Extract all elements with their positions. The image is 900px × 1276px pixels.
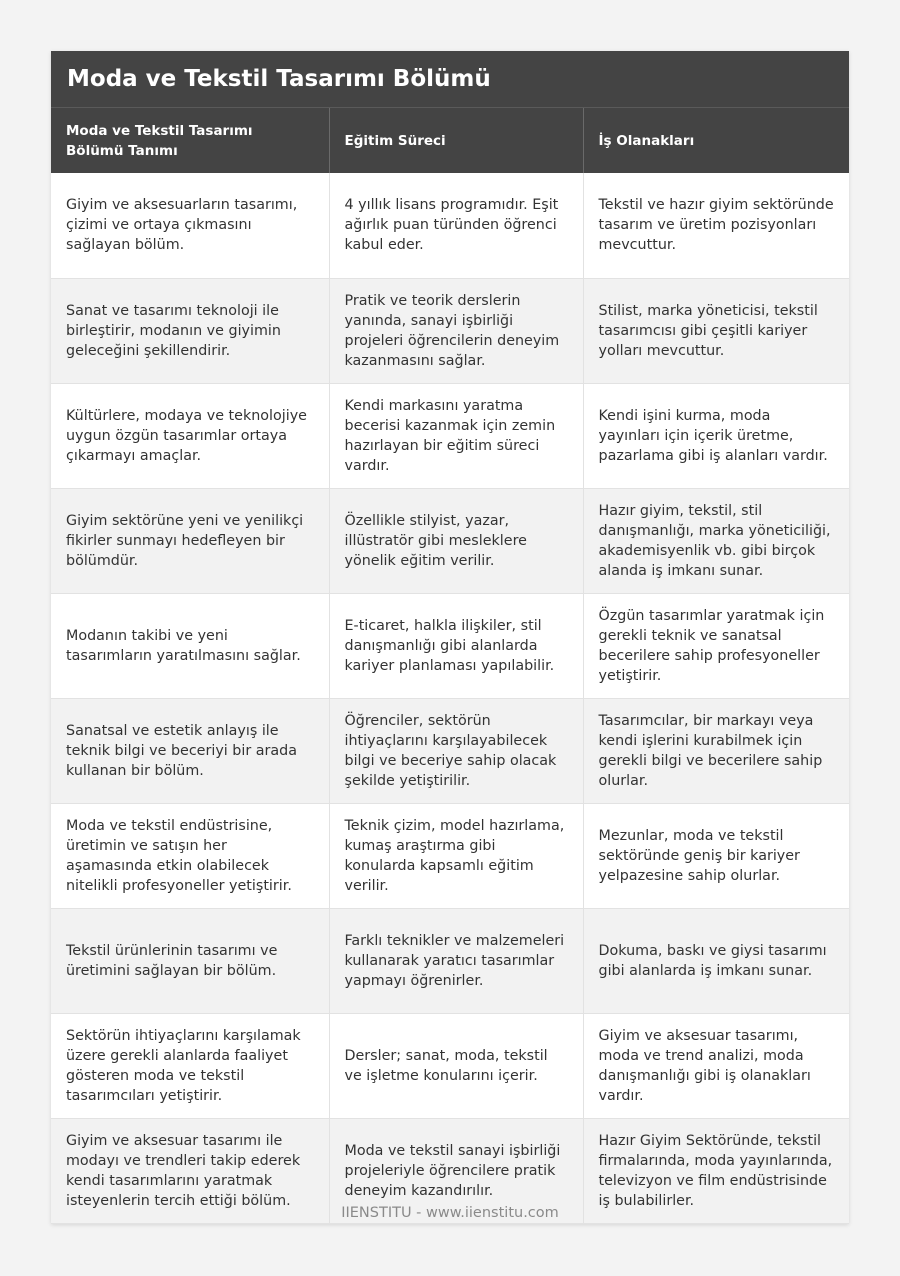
table-cell: Stilist, marka yöneticisi, tekstil tasarımcısı gibi çeşitli kariyer yolları mevcuttur. — [583, 278, 849, 383]
table-cell: Tasarımcılar, bir markayı veya kendi işlerini kurabilmek için gerekli bilgi ve becerilere sahip olurlar. — [583, 698, 849, 803]
table-cell: Hazır giyim, tekstil, stil danışmanlığı, marka yöneticiliği, akademisyenlik vb. gibi birçok alanda iş imkanı sunar. — [583, 488, 849, 593]
table-row — [51, 698, 849, 803]
table-cell: Kendi markasını yaratma becerisi kazanmak için zemin hazırlayan bir eğitim süreci vardır. — [329, 383, 583, 488]
content-card — [51, 51, 849, 1224]
table-cell: 4 yıllık lisans programıdır. Eşit ağırlık puan türünden öğrenci kabul eder. — [329, 173, 583, 278]
table-row — [51, 278, 849, 383]
table-header-row — [51, 108, 849, 173]
table-row — [51, 488, 849, 593]
table-cell: Dersler; sanat, moda, tekstil ve işletme konularını içerir. — [329, 1013, 583, 1118]
table-cell: Özgün tasarımlar yaratmak için gerekli teknik ve sanatsal becerilere sahip profesyoneller yetiştirir. — [583, 593, 849, 698]
table-row — [51, 803, 849, 908]
column-header-jobs: İş Olanakları — [583, 108, 849, 173]
table-row — [51, 173, 849, 278]
column-header-education: Eğitim Süreci — [329, 108, 583, 173]
table-cell: Teknik çizim, model hazırlama, kumaş araştırma gibi konularda kapsamlı eğitim verilir. — [329, 803, 583, 908]
column-header-definition: Moda ve Tekstil Tasarımı Bölümü Tanımı — [51, 108, 329, 173]
table-row — [51, 1013, 849, 1118]
table-cell: Sektörün ihtiyaçlarını karşılamak üzere gerekli alanlarda faaliyet gösteren moda ve tekstil tasarımcıları yetiştirir. — [51, 1013, 329, 1118]
table-cell: Moda ve tekstil sanayi işbirliği projeleriyle öğrencilere pratik deneyim kazandırılır. — [329, 1118, 583, 1223]
page-title: Moda ve Tekstil Tasarımı Bölümü — [51, 51, 849, 108]
table-cell: Modanın takibi ve yeni tasarımların yaratılmasını sağlar. — [51, 593, 329, 698]
table-cell: Dokuma, baskı ve giysi tasarımı gibi alanlarda iş imkanı sunar. — [583, 908, 849, 1013]
table-cell: Kendi işini kurma, moda yayınları için içerik üretme, pazarlama gibi iş alanları vardır. — [583, 383, 849, 488]
table-cell: Giyim ve aksesuar tasarımı, moda ve trend analizi, moda danışmanlığı gibi iş olanakları vardır. — [583, 1013, 849, 1118]
table-row — [51, 908, 849, 1013]
table-cell: Sanat ve tasarımı teknoloji ile birleştirir, modanın ve giyimin geleceğini şekillendirir. — [51, 278, 329, 383]
table-cell: Mezunlar, moda ve tekstil sektöründe geniş bir kariyer yelpazesine sahip olurlar. — [583, 803, 849, 908]
table-cell: Giyim ve aksesuar tasarımı ile modayı ve trendleri takip ederek kendi tasarımlarını yaratmak isteyenlerin tercih ettiği bölüm. — [51, 1118, 329, 1223]
table-cell: Özellikle stilyist, yazar, illüstratör gibi mesleklere yönelik eğitim verilir. — [329, 488, 583, 593]
table-cell: Tekstil ve hazır giyim sektöründe tasarım ve üretim pozisyonları mevcuttur. — [583, 173, 849, 278]
table-cell: Giyim ve aksesuarların tasarımı, çizimi ve ortaya çıkmasını sağlayan bölüm. — [51, 173, 329, 278]
table-row — [51, 383, 849, 488]
table-cell: Kültürlere, modaya ve teknolojiye uygun özgün tasarımlar ortaya çıkarmayı amaçlar. — [51, 383, 329, 488]
table-cell: Farklı teknikler ve malzemeleri kullanarak yaratıcı tasarımlar yapmayı öğrenirler. — [329, 908, 583, 1013]
table-row — [51, 593, 849, 698]
table-cell: Tekstil ürünlerinin tasarımı ve üretimini sağlayan bir bölüm. — [51, 908, 329, 1013]
footer-credit: IIENSTITU - www.iienstitu.com — [341, 1205, 559, 1221]
table-cell: E-ticaret, halkla ilişkiler, stil danışmanlığı gibi alanlarda kariyer planlaması yapılabilir. — [329, 593, 583, 698]
table-cell: Moda ve tekstil endüstrisine, üretimin ve satışın her aşamasında etkin olabilecek nitelikli profesyoneller yetiştirir. — [51, 803, 329, 908]
table-cell: Giyim sektörüne yeni ve yenilikçi fikirler sunmayı hedefleyen bir bölümdür. — [51, 488, 329, 593]
table-cell: Hazır Giyim Sektöründe, tekstil firmalarında, moda yayınlarında, televizyon ve film endüstrisinde iş bulabilirler. — [583, 1118, 849, 1223]
table-cell: Sanatsal ve estetik anlayış ile teknik bilgi ve beceriyi bir arada kullanan bir bölüm. — [51, 698, 329, 803]
table-cell: Pratik ve teorik derslerin yanında, sanayi işbirliği projeleri öğrencilerin deneyim kazanmasını sağlar. — [329, 278, 583, 383]
info-table — [51, 108, 849, 1224]
table-cell: Öğrenciler, sektörün ihtiyaçlarını karşılayabilecek bilgi ve beceriye sahip olacak şekilde yetiştirilir. — [329, 698, 583, 803]
